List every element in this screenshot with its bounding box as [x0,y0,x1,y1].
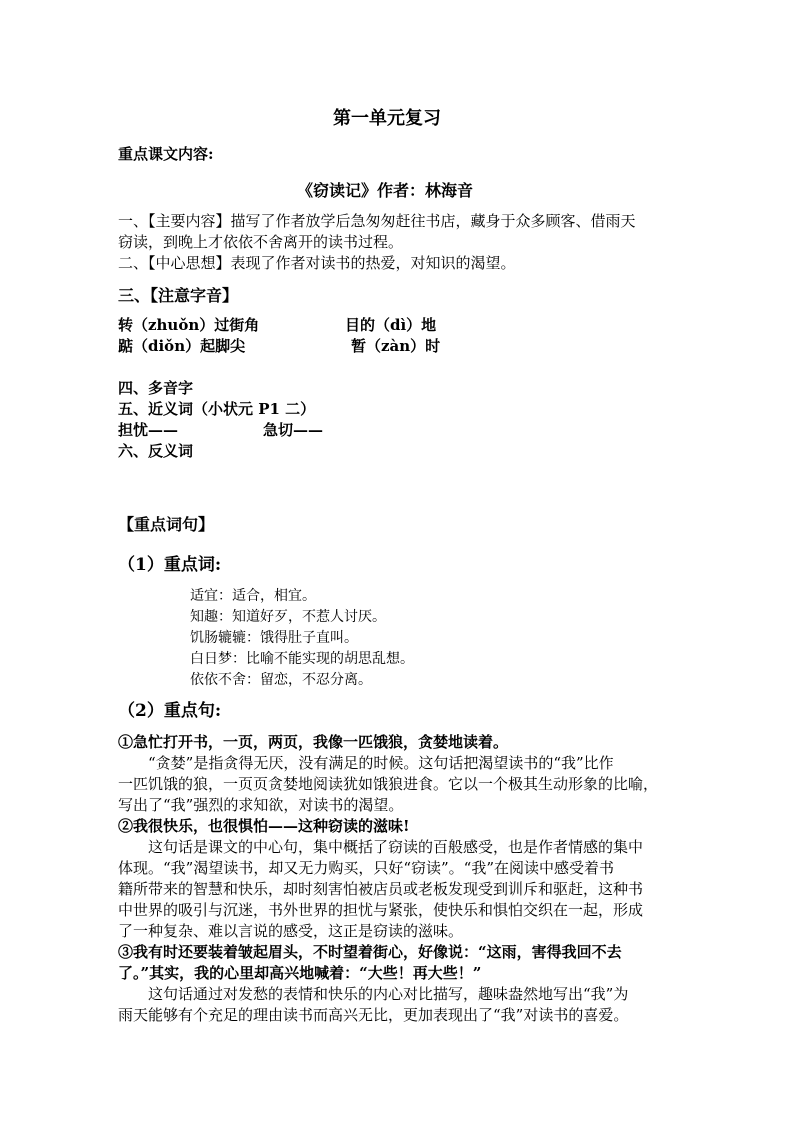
sentence-2-line: 了一种复杂、难以言说的感受，这正是窃读的滋味。 [118,922,464,940]
antonym-heading: 六、反义词 [118,442,194,460]
key-word-item: 白日梦：比喻不能实现的胡思乱想。 [190,651,414,667]
key-words-heading: （1）重点词: [118,555,222,575]
sentence-1-line: 写出了“我”强烈的求知欲，对读书的渴望。 [118,796,404,814]
pron-right-2: 暂（zàn）时 [351,337,441,355]
pron-right-1: 目的（dì）地 [345,316,437,334]
synonym-right: 急切—— [263,421,324,439]
lesson-title: 《窃读记》作者：林海音 [297,181,474,200]
key-word-item: 饥肠辘辘：饿得肚子直叫。 [190,630,358,646]
main-content-line-1: 一、【主要内容】描写了作者放学后急匆匆赶往书店，藏身于众多顾客、借雨天 [118,212,636,230]
page-title: 第一单元复习 [333,108,441,129]
key-word-item: 知趣：知道好歹，不惹人讨厌。 [190,609,386,625]
polyphone-heading: 四、多音字 [118,379,194,397]
central-idea: 二、【中心思想】表现了作者对读书的热爱，对知识的渴望。 [118,254,516,272]
key-word-item: 依依不舍：留恋，不忍分离。 [190,672,372,688]
main-content-line-2: 窃读，到晚上才依依不舍离开的读书过程。 [118,233,404,251]
pron-left-2: 踮（diǒn）起脚尖 [118,337,246,355]
key-sentences-heading: （2）重点句: [118,701,222,721]
synonym-heading: 五、近义词（小状元 P1 二） [118,400,316,418]
sentence-2-line: 中世界的吸引与沉迷，书外世界的担忧与紧张，使快乐和惧怕交织在一起，形成 [118,901,644,919]
sentence-3-title-line-2: 了。”其实，我的心里却高兴地喊着：“大些！再大些！” [118,964,482,982]
sentence-2-line: 体现。“我”渴望读书，却又无力购买，只好“窃读”。“我”在阅读中感受着书 [118,859,615,877]
sentence-3-title-line-1: ③我有时还要装着皱起眉头，不时望着街心，好像说：“这雨，害得我回不去 [118,943,622,961]
sentence-3-line: 雨天能够有个充足的理由读书而高兴无比，更加表现出了“我”对读书的喜爱。 [118,1006,629,1024]
sentence-1-line: “贪婪”是指贪得无厌，没有满足的时候。这句话把渴望读书的“我”比作 [148,754,614,772]
sentence-2-line: 这句话是课文的中心句，集中概括了窃读的百般感受，也是作者情感的集中 [148,838,644,856]
sentence-1-line: 一匹饥饿的狼，一页页贪婪地阅读犹如饿狼进食。它以一个极其生动形象的比喻， [118,775,659,793]
pron-left-1: 转（zhuǒn）过街角 [118,316,260,334]
sentence-2-line: 籍所带来的智慧和快乐，却时刻害怕被店员或老板发现受到训斥和驱赶，这种书 [118,880,644,898]
key-word-item: 适宜：适合，相宜。 [190,588,316,604]
pronunciation-heading: 三、【注意字音】 [118,286,239,305]
sentence-1-title: ①急忙打开书，一页，两页，我像一匹饿狼，贪婪地读着。 [118,733,509,751]
sentence-3-line: 这句话通过对发愁的表情和快乐的内心对比描写，趣味盎然地写出“我”为 [148,985,629,1003]
key-words-sentences-heading: 【重点词句】 [118,515,215,534]
sentence-2-title: ②我很快乐，也很惧怕——这种窃读的滋味! [118,817,410,835]
synonym-left: 担忧—— [118,421,179,439]
section-key-text: 重点课文内容: [118,145,214,163]
